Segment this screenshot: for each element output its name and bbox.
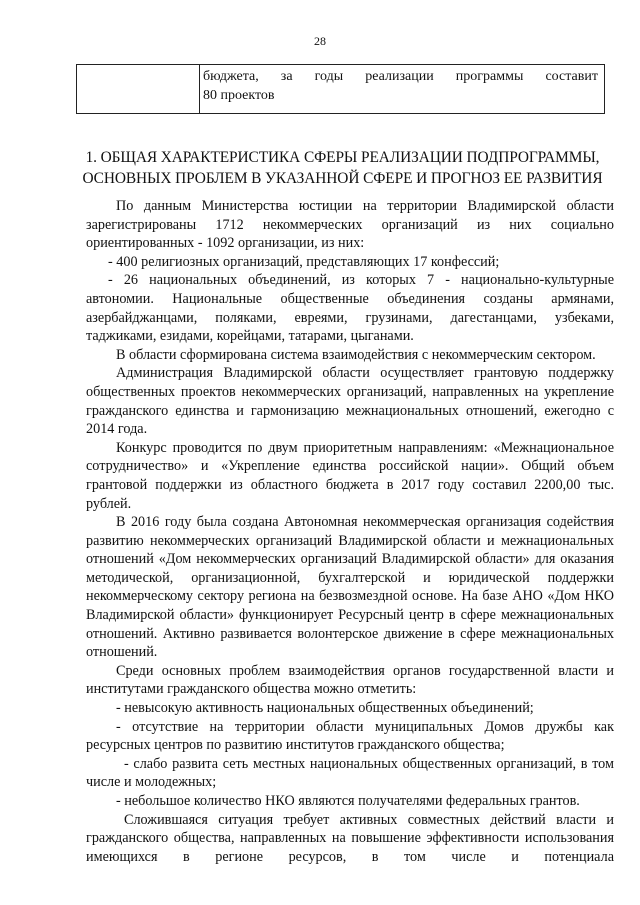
table-word: годы — [314, 69, 344, 84]
paragraph-national-associations: - 26 национальных объединений, из которых 7 - национально-культурные автономии. Национальные общественные объединения созданы армянами, азербайджанцами, поляками, евреями, грузинами, дагестанцами, узбеками, таджиками, езидами, корейцами, татарами, цыганами. — [86, 272, 614, 345]
table-word: составит — [545, 69, 598, 84]
paragraph-current-situation: Сложившаяся ситуация требует активных совместных действий власти и гражданского общества, направленных на повышение эффективности использования имеющихся в регионе ресурсов, в том числе и потенциала — [86, 811, 614, 865]
page-number: 28 — [314, 34, 326, 48]
paragraph-main-problems: Среди основных проблем взаимодействия органов государственной власти и институтами гражданского общества можно отметить: — [86, 662, 614, 698]
table-word: за — [280, 69, 293, 84]
section-heading — [70, 147, 615, 189]
paragraph-registered-orgs: По данным Министерства юстиции на территории Владимирской области зарегистрированы 1712 некоммерческих организаций из них социально ориентированных - 1092 организации, из них: — [86, 198, 614, 252]
list-item-few-grant-recipients: - небольшое количество НКО являются получателями федеральных грантов. — [116, 793, 580, 809]
table-cell-text — [200, 65, 605, 114]
continuation-table — [76, 64, 605, 114]
body-text — [86, 197, 614, 866]
paragraph-religious-orgs: - 400 религиозных организаций, представляющих 17 конфессий; — [108, 253, 500, 270]
table-word: программы — [455, 69, 524, 84]
paragraph-grant-support: Администрация Владимирской области осуществляет грантовую поддержку общественных проектов некоммерческих организаций, направленных на укрепление гражданского единства и гармонизацию межнациональных отношений, ежегодно с 2014 года. — [86, 365, 614, 438]
list-item-weak-network: - слабо развита сеть местных национальных общественных организаций, в том числе и молодежных; — [86, 755, 614, 791]
section-heading-line-1: 1. ОБЩАЯ ХАРАКТЕРИСТИКА СФЕРЫ РЕАЛИЗАЦИИ ПОДПРОГРАММЫ, — [85, 149, 600, 166]
list-item-low-activity: - невысокую активность национальных общественных объединений; — [116, 700, 534, 717]
section-heading-line-2: ОСНОВНЫХ ПРОБЛЕМ В УКАЗАННОЙ СФЕРЕ И ПРОГНОЗ ЕЕ РАЗВИТИЯ — [82, 170, 603, 187]
paragraph-ngo-house: В 2016 году была создана Автономная некоммерческая организация содействия развитию некоммерческих организаций Владимирской области и межнациональных отношений «Дом некоммерческих организаций Владимирской области» для оказания методической, организационной, бухгалтерской и юридической поддержки некоммерческому сектору региона на безвозмездной основе. На базе АНО «Дом НКО Владимирской области» функционирует Ресурсный центр в сфере межнациональных отношений. Активно развивается волонтерское движение в сфере межнациональных отношений. — [86, 514, 614, 661]
table-text-line-1 — [203, 67, 598, 86]
table-word: бюджета, — [203, 69, 259, 84]
list-item-no-friendship-houses: - отсутствие на территории области муниципальных Домов дружбы как ресурсных центров по развитию институтов гражданского общества; — [86, 718, 614, 754]
table-text-line-2: 80 проектов — [203, 88, 275, 103]
table-word: реализации — [365, 69, 434, 84]
table-cell-empty — [77, 65, 200, 114]
paragraph-contest: Конкурс проводится по двум приоритетным направлениям: «Межнациональное сотрудничество» и «Укрепление единства российской нации». Общий объем грантовой поддержки из областного бюджета в 2017 году составил 2200,00 тыс. рублей. — [86, 439, 614, 512]
paragraph-interaction-system: В области сформирована система взаимодействия с некоммерческим сектором. — [116, 346, 596, 363]
